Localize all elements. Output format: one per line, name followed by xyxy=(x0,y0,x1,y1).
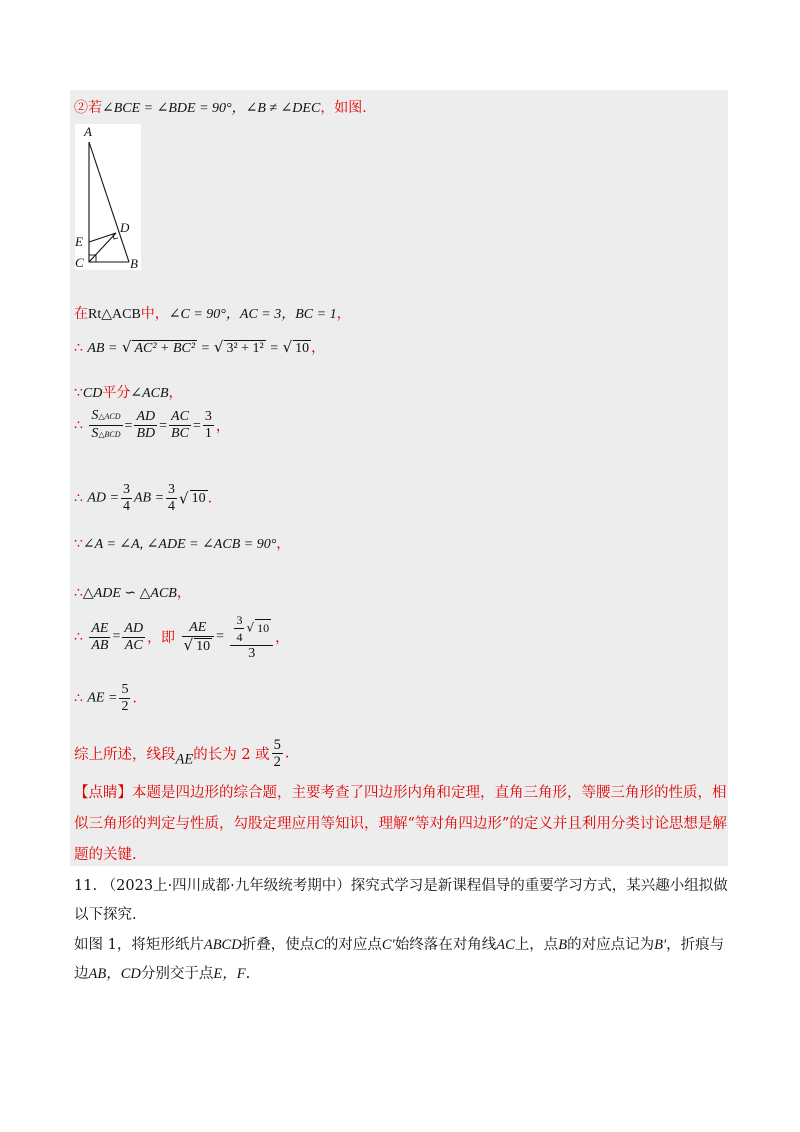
therefore-symbol: ∴ xyxy=(74,490,83,507)
ad-ac-fraction xyxy=(122,621,145,654)
q11-text: 折叠，使点 xyxy=(241,937,315,953)
step-5-radicand: 10 xyxy=(191,491,206,506)
sqrt-icon: √ xyxy=(213,338,224,356)
q11-text: 的对应点 xyxy=(323,937,382,953)
comment-paragraph: 【点睛】本题是四边形的综合题，主要考查了四边形内角和定理，直角三角形，等腰三角形的性质，相似三角形的判定与性质，勾股定理应用等知识，理解“等对角四边形”的定义并且利用分类讨论思想是解题的关键. xyxy=(74,785,727,863)
step-2-radicand-3: 10 xyxy=(295,341,310,356)
step-1 xyxy=(74,303,351,323)
three-quarters-fraction xyxy=(166,482,177,515)
because-symbol: ∵ xyxy=(74,536,83,552)
step-3-angle: ∠ACB xyxy=(130,386,169,401)
q11-text: 上，点 xyxy=(514,937,559,953)
five-halves-fraction xyxy=(272,737,283,770)
step-4: ∴ $\frac{\text{S△ACD}}{\text{S△BCD}}$ = $\frac{AD}{BD}$ = $\frac{AC}{BC}$ = $\frac{3}{1}$ ， xyxy=(74,408,230,441)
q11-abcd: ABCD xyxy=(203,937,242,953)
area-1: S xyxy=(91,408,99,423)
q11-text: 始终落在对角线 xyxy=(394,937,497,953)
step-1-mid: 中， xyxy=(140,306,169,322)
step-3-text: 平分 xyxy=(102,385,131,401)
ac-bc-fraction xyxy=(169,409,191,442)
therefore-symbol: ∴ xyxy=(74,629,83,645)
step-1-post: ， xyxy=(336,306,351,322)
step-5-mid: AB = xyxy=(133,490,165,506)
ae-ab-fraction xyxy=(89,621,110,654)
q11-bprime: B′ xyxy=(654,937,667,953)
area-2: S xyxy=(91,426,99,441)
step-3-post: ， xyxy=(168,385,183,401)
step-5-post: . xyxy=(207,490,213,507)
frac-den: 3 xyxy=(248,646,256,661)
step-5 xyxy=(74,482,212,515)
step-9-lhs: AE = xyxy=(87,690,118,706)
label-e: E xyxy=(75,234,83,249)
area-1-sub: △ACD xyxy=(98,412,121,421)
therefore-symbol: ∴ xyxy=(74,340,83,356)
frac-den: AC xyxy=(124,637,143,653)
step-6 xyxy=(74,533,290,553)
step-3-cd: CD xyxy=(82,386,103,401)
ae-sqrt10-fraction xyxy=(182,620,215,655)
step-7-expr: △ADE ∽ △ACB xyxy=(82,586,177,601)
q11-b: B xyxy=(558,937,568,953)
q11-text: ，折痕与边 xyxy=(74,937,725,982)
case-2-prefix: ②若 xyxy=(74,100,102,116)
inner-radicand: 10 xyxy=(257,620,270,635)
step-9-post: . xyxy=(132,690,137,707)
q11-text: . xyxy=(245,966,251,982)
case-2-condition: ∠BCE = ∠BDE = 90°，∠B ≠ ∠DEC xyxy=(102,101,321,116)
three-over-one-fraction xyxy=(203,409,214,442)
step-8-ji: ，即 xyxy=(147,630,176,646)
step-6-post: ， xyxy=(276,536,291,552)
frac-num: 3 xyxy=(204,409,212,424)
frac-den: 4 xyxy=(122,499,130,514)
frac-den: 1 xyxy=(204,426,212,441)
case-2-suffix: ，如图. xyxy=(320,100,367,116)
frac-den: BC xyxy=(171,426,189,441)
case-2-line xyxy=(74,97,367,117)
question-11-body xyxy=(74,931,734,989)
conclusion-line xyxy=(74,737,290,770)
q11-c: C xyxy=(314,937,324,953)
q11-cprime: C′ xyxy=(381,937,395,953)
five-halves-fraction xyxy=(119,682,130,715)
frac-num: AE xyxy=(182,620,215,637)
frac-den: 2 xyxy=(273,754,281,770)
inner-num: 3 xyxy=(236,613,243,627)
step-7-post: ， xyxy=(176,585,191,601)
ad-bd-fraction xyxy=(134,409,157,442)
frac-den: AB xyxy=(91,637,109,653)
step-2-lhs: AB = xyxy=(87,341,118,356)
therefore-symbol: ∴ xyxy=(74,417,83,434)
compound-fraction xyxy=(230,612,273,662)
triangle-figure xyxy=(75,124,141,270)
step-2-radicand-1: AC² + BC² xyxy=(134,341,196,356)
frac-num: 3 xyxy=(122,482,130,497)
label-d: D xyxy=(120,220,130,235)
conclusion-post: . xyxy=(284,745,290,762)
frac-num: 5 xyxy=(121,682,129,697)
step-8: ∴ $\frac{AE}{AB}$ = $\frac{AD}{AC}$ ，即 $\frac{AE}{√ 10}$ = $\frac{3}{4}$ √ 10 3 ， xyxy=(74,613,290,661)
step-4-post: ， xyxy=(215,418,230,435)
inner-den: 4 xyxy=(236,630,243,644)
frac-den-radicand: 10 xyxy=(196,638,211,654)
step-1-triangle: Rt△ACB xyxy=(88,307,141,322)
frac-num: AE xyxy=(91,620,109,636)
sqrt-icon: √ xyxy=(183,635,194,654)
label-b: B xyxy=(130,256,138,271)
step-2-post: ， xyxy=(311,340,326,356)
three-quarters-fraction xyxy=(121,482,132,515)
label-a: A xyxy=(84,124,92,139)
q11-ac: AC xyxy=(496,937,515,953)
area-2-sub: △BCD xyxy=(98,430,121,439)
frac-num: AD xyxy=(136,409,156,424)
conclusion-mid: 的长为 2 或 xyxy=(193,747,270,763)
q11-ab-cd: AB，CD xyxy=(88,966,141,982)
sqrt-icon: √ xyxy=(282,338,293,356)
step-1-pre: 在 xyxy=(74,306,88,322)
step-2 xyxy=(74,337,325,357)
q11-text: 的对应点记为 xyxy=(567,937,655,953)
frac-num: 5 xyxy=(273,737,281,753)
step-6-expr: ∠A = ∠A, ∠ADE = ∠ACB = 90° xyxy=(82,537,277,552)
frac-den: 4 xyxy=(168,499,176,514)
step-9 xyxy=(74,682,137,715)
step-3 xyxy=(74,382,183,402)
area-ratio-fraction xyxy=(89,408,122,443)
sqrt-icon: √ xyxy=(246,620,255,635)
conclusion-pre: 综上所述，线段 xyxy=(74,747,176,763)
frac-num: AD xyxy=(124,620,144,636)
step-7 xyxy=(74,582,191,602)
q11-ef: E，F xyxy=(213,966,246,982)
step-2-eq-1: = xyxy=(201,341,210,356)
sqrt-icon: √ xyxy=(179,489,189,508)
frac-num: 3 xyxy=(168,482,176,497)
question-11-intro: 11. （2023上·四川成都·九年级统考期中）探究式学习是新课程倡导的重要学习方式，某兴趣小组拟做以下探究. xyxy=(74,878,728,923)
step-2-radicand-2: 3² + 1² xyxy=(226,341,264,356)
step-1-condition: ∠C = 90°，AC = 3，BC = 1 xyxy=(168,307,337,322)
frac-den: BD xyxy=(136,426,156,441)
step-8-post: ， xyxy=(275,630,290,646)
frac-den: 2 xyxy=(121,699,129,714)
because-symbol: ∵ xyxy=(74,385,83,401)
conclusion-ae: AE xyxy=(175,751,194,768)
therefore-symbol: ∴ xyxy=(74,585,83,601)
q11-text: 如图 1，将矩形纸片 xyxy=(74,937,204,953)
step-2-eq-2: = xyxy=(270,341,279,356)
sqrt-icon: √ xyxy=(121,338,132,356)
step-5-lhs: AD = xyxy=(87,490,119,506)
label-c: C xyxy=(75,255,84,270)
therefore-symbol: ∴ xyxy=(74,690,83,707)
q11-text: 分别交于点 xyxy=(140,966,214,982)
frac-num: AC xyxy=(171,409,189,424)
